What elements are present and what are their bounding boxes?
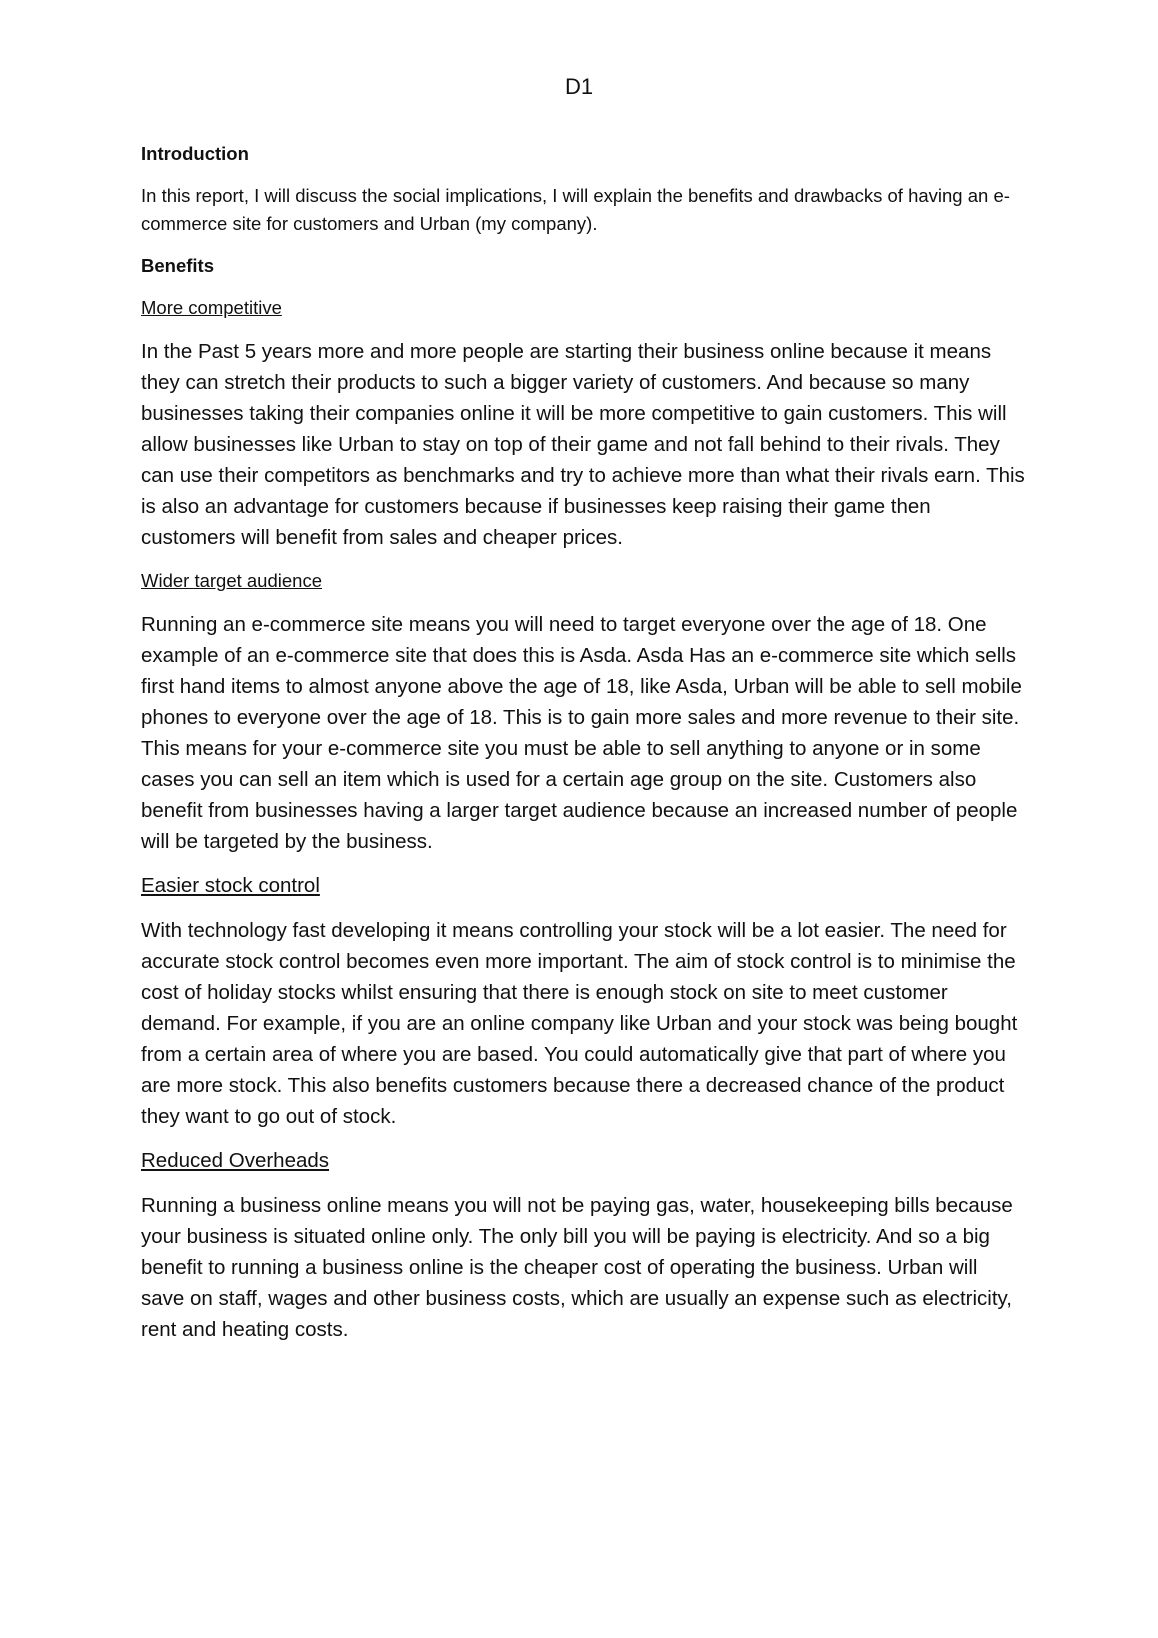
section-title-reduced-overheads: Reduced Overheads xyxy=(141,1149,330,1172)
section-title-wider-target-audience: Wider target audience xyxy=(141,570,322,591)
section-title-more-competitive: More competitive xyxy=(141,297,282,318)
section-paragraph-more-competitive: In the Past 5 years more and more people are starting their business online because it means they can stretch their products to such a bigger variety of customers. And because so many businesses taking their companies online it will be more competitive to gain customers. This will allow businesses like Urban to stay on top of their game and not fall behind to their rivals. They can use their competitors as benchmarks and try to achieve more than what their rivals earn. This is also an advantage for customers because if businesses keep raising their game then customers will benefit from sales and cheaper prices. xyxy=(141,340,1025,549)
section-paragraph-easier-stock-control: With technology fast developing it means controlling your stock will be a lot easier. The need for accurate stock control becomes even more important. The aim of stock control is to minimise the cost of holiday stocks whilst ensuring that there is enough stock on site to meet customer demand. For example, if you are an online company like Urban and your stock was being bought from a certain area of where you are based. You could automatically give that part of where you are more stock. This also benefits customers because there a decreased chance of the product they want to go out of stock. xyxy=(141,919,1018,1128)
section-paragraph-wider-target-audience: Running an e-commerce site means you will need to target everyone over the age of 18. One example of an e-commerce site that does this is Asda. Asda Has an e-commerce site which sells first hand items to almost anyone above the age of 18, like Asda, Urban will be able to sell mobile phones to everyone over the age of 18. This is to gain more sales and more revenue to their site. This means for your e-commerce site you must be able to sell anything to anyone or in some cases you can sell an item which is used for a certain age group on the site. Customers also benefit from businesses having a larger target audience because an increased number of people will be targeted by the business. xyxy=(141,613,1022,853)
introduction-paragraph: In this report, I will discuss the social implications, I will explain the benefits and drawbacks of having an e-commerce site for customers and Urban (my company). xyxy=(141,185,1010,234)
document-title: D1 xyxy=(564,74,594,99)
section-title-easier-stock-control: Easier stock control xyxy=(141,874,320,897)
document-body xyxy=(141,140,1026,1359)
benefits-heading: Benefits xyxy=(141,255,214,276)
introduction-heading: Introduction xyxy=(141,143,249,164)
section-paragraph-reduced-overheads: Running a business online means you will not be paying gas, water, housekeeping bills because your business is situated online only. The only bill you will be paying is electricity. And so a big benefit to running a business online is the cheaper cost of operating the business. Urban will save on staff, wages and other business costs, which are usually an expense such as electricity, rent and heating costs. xyxy=(141,1194,1013,1341)
